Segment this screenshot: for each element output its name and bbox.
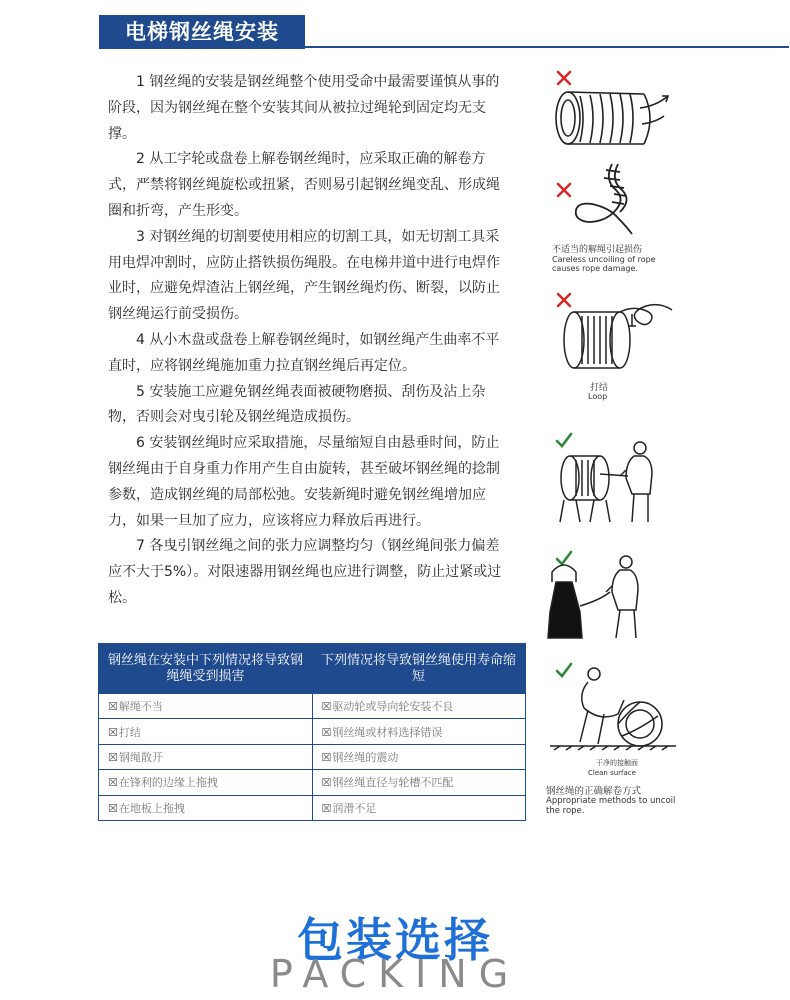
cell-text: 钢丝绳或材料选择错误 xyxy=(332,725,443,739)
table-cell xyxy=(312,795,526,820)
table-header-lifespan: 下列情况将导致钢丝绳使用寿命缩短 xyxy=(312,644,526,695)
twisted-rope-illustration xyxy=(566,160,646,238)
table-cell xyxy=(99,694,313,719)
paragraph-4: 4 从小木盘或盘卷上解卷钢丝绳时，如钢丝绳产生曲率不平直时，应将钢丝绳施加重力拉直钢丝绳后再定位。 xyxy=(108,331,500,374)
cell-text: 润滑不足 xyxy=(332,801,377,815)
table-row xyxy=(99,719,526,744)
checkbox-icon: ☒ xyxy=(321,776,332,790)
table-row xyxy=(99,744,526,769)
table-cell xyxy=(312,694,526,719)
proper-method-caption-en-2: the rope. xyxy=(546,806,585,816)
paragraph-2: 2 从工字轮或盘卷上解卷钢丝绳时，应采取正确的解卷方式，严禁将钢丝绳旋松或扭紧，否则易引起钢丝绳变乱、形成绳圈和折弯，产生形变。 xyxy=(108,151,500,219)
cell-text: 解绳不当 xyxy=(118,700,163,714)
proper-method-caption-en-1: Appropriate methods to uncoil xyxy=(546,796,676,806)
coil-uncoiling-illustration xyxy=(552,88,672,150)
table-cell xyxy=(99,744,313,769)
paragraph-6: 6 安装钢丝绳时应采取措施，尽量缩短自由悬垂时间，防止钢丝绳由于自身重力作用产生自由旋转，甚至破坏钢丝绳的捻制参数，造成钢丝绳的局部松弛。安装新绳时避免钢丝绳增加应力，如果一旦加了应力，应该将应力释放后再进行。 xyxy=(108,435,500,529)
section-title: 电梯钢丝绳安装 xyxy=(99,15,305,49)
damage-table xyxy=(98,643,526,821)
careless-caption-en-2: causes rope damage. xyxy=(552,264,638,273)
rolling-coil-illustration xyxy=(548,664,678,754)
cell-text: 在地板上拖拽 xyxy=(118,801,185,815)
checkbox-icon: ☒ xyxy=(108,750,118,764)
table-row xyxy=(99,770,526,795)
checkbox-icon: ☒ xyxy=(321,725,332,739)
title-underline xyxy=(99,46,789,48)
table-cell xyxy=(99,795,313,820)
checkbox-icon: ☒ xyxy=(321,750,332,764)
table-row xyxy=(99,694,526,719)
table-row xyxy=(99,795,526,820)
table-cell xyxy=(99,719,313,744)
cell-text: 钢丝绳直径与轮槽不匹配 xyxy=(332,776,454,790)
table-cell xyxy=(312,744,526,769)
checkbox-icon: ☒ xyxy=(321,700,332,714)
table-cell xyxy=(99,770,313,795)
checkbox-icon: ☒ xyxy=(108,801,118,815)
loop-caption-en: Loop xyxy=(588,392,608,401)
checkbox-icon: ☒ xyxy=(321,801,332,815)
drum-uncoil-illustration xyxy=(540,552,660,644)
cell-text: 钢丝绳的震动 xyxy=(332,750,399,764)
cell-text: 在锋利的边缘上拖拽 xyxy=(118,776,218,790)
table-header-row xyxy=(99,644,526,695)
paragraph-5: 5 安装施工应避免钢丝绳表面被硬物磨损、刮伤及沾上杂物，否则会对曳引轮及钢丝绳造成损伤。 xyxy=(108,383,486,426)
careless-caption-en-1: Careless uncoiling of rope xyxy=(552,255,656,264)
checkbox-icon: ☒ xyxy=(108,776,118,790)
installation-text xyxy=(108,70,513,612)
paragraph-3: 3 对钢丝绳的切割要使用相应的切割工具，如无切割工具采用电焊冲割时，应防止搭铁损伤绳股。在电梯井道中进行电焊作业时，应避免焊渣沾上钢丝绳，产生钢丝绳灼伤、断裂，以防止钢丝绳运行前受损伤。 xyxy=(108,228,500,323)
paragraph-7: 7 各曳引钢丝绳之间的张力应调整均匀（钢丝绳间张力偏差应不大于5%）。对限速器用钢丝绳也应进行调整，防止过紧或过松。 xyxy=(108,538,502,606)
paragraph-1: 1 钢丝绳的安装是钢丝绳整个使用受命中最需要谨慎从事的阶段，因为钢丝绳在整个安装其间从被拉过绳轮到固定均无支撑。 xyxy=(108,74,500,142)
cell-text: 驱动轮或导向轮安装不良 xyxy=(332,700,454,714)
cell-text: 钢绳散开 xyxy=(118,750,163,764)
checkbox-icon: ☒ xyxy=(108,700,118,714)
proper-method-caption-cn: 钢丝绳的正确解卷方式 xyxy=(546,786,642,797)
checkbox-icon: ☒ xyxy=(108,725,118,739)
loop-caption-cn: 打结 xyxy=(590,383,609,393)
table-cell xyxy=(312,719,526,744)
careless-caption-cn: 不适当的解绳引起损伤 xyxy=(552,245,643,255)
spool-loop-illustration xyxy=(560,296,678,374)
spool-stand-illustration xyxy=(556,438,666,526)
clean-surface-caption-cn: 干净的接触面 xyxy=(596,759,638,767)
clean-surface-caption-en: Clean surface xyxy=(588,769,636,777)
cell-text: 打结 xyxy=(118,725,141,739)
wrong-mark-icon xyxy=(556,70,572,86)
packing-title-en: PACKING xyxy=(269,952,521,996)
packing-title-cn: 包装选择 xyxy=(297,913,493,967)
table-cell xyxy=(312,770,526,795)
table-header-damage: 钢丝绳在安装中下列情况将导致钢绳绳受到损害 xyxy=(99,644,313,695)
